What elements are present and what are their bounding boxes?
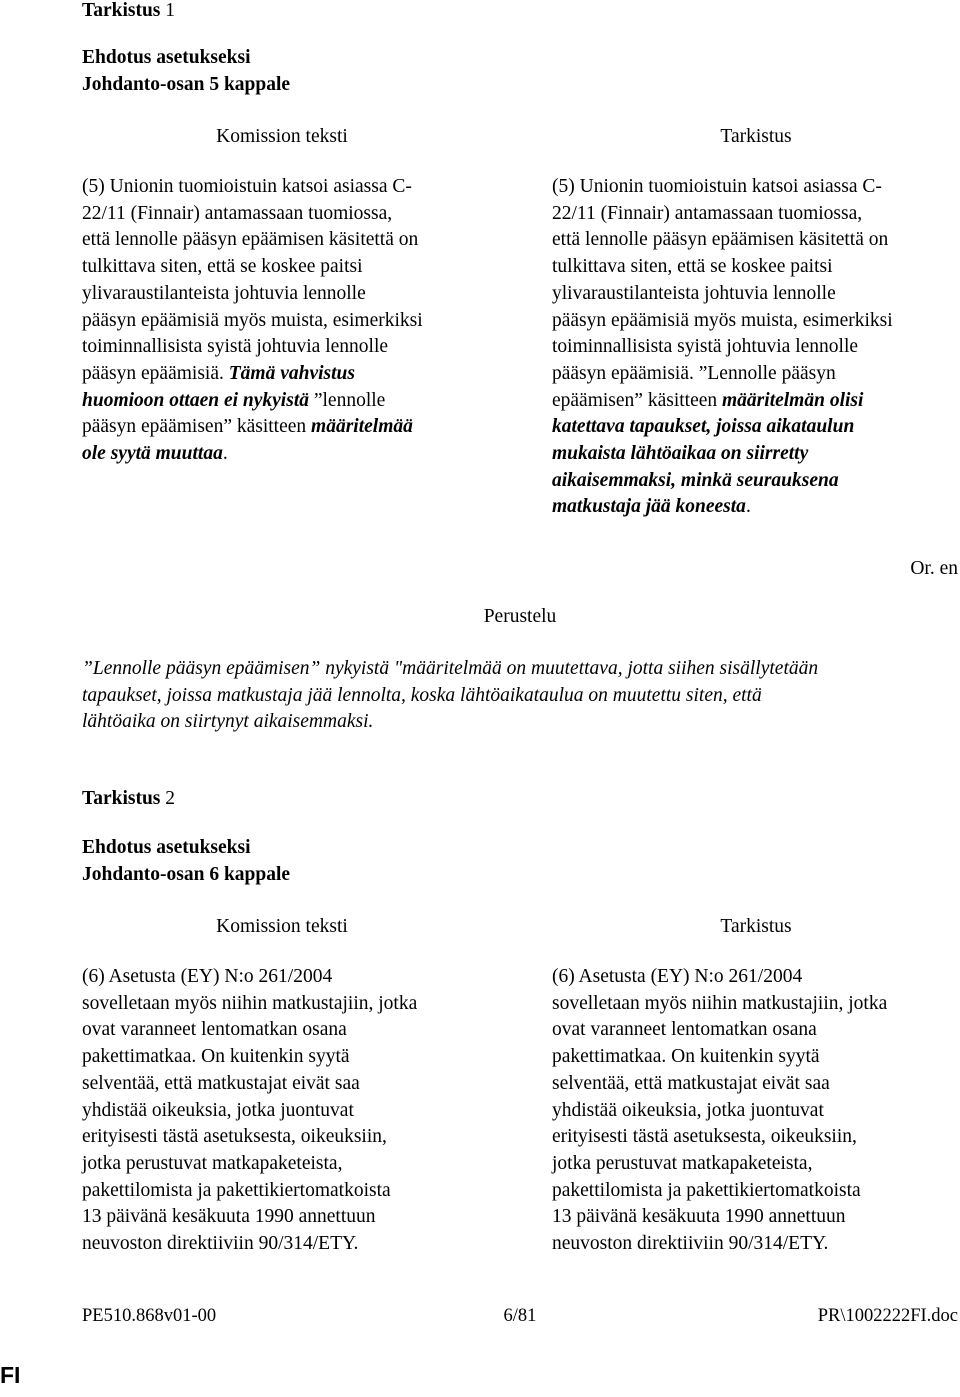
text-line: pakettimatkaa. On kuitenkin syytä (82, 1046, 350, 1068)
amendment-heading: Tarkistus (720, 126, 792, 147)
text-line (552, 494, 960, 521)
commission-text-column (82, 964, 502, 1258)
amendment-1-title (82, 0, 175, 22)
text-line: pääsyn epäämisiä myös muista, esimerkiksi (82, 309, 423, 331)
recital-heading: Johdanto-osan 5 kappale (82, 74, 291, 95)
language-code: FI (0, 1362, 21, 1388)
commission-text-heading: Komission teksti (216, 126, 348, 147)
text-line: ovat varanneet lentomatkan osana (552, 1019, 817, 1041)
text-line: että lennolle pääsyn epäämisen käsitettä on (82, 229, 419, 251)
commission-text-column (82, 174, 502, 468)
text-run: pääsyn epäämisiä. (82, 362, 229, 384)
text-line: pakettimatkaa. On kuitenkin syytä (552, 1046, 820, 1068)
footer-page-number: 6/81 (503, 1306, 537, 1326)
deleted-text: huomioon ottaen ei nykyistä (82, 389, 309, 411)
text-line: lähtöaika on siirtynyt aikaisemmaksi. (82, 711, 374, 733)
text-line (82, 361, 502, 388)
text-line: toiminnallisista syistä johtuvia lennolle (82, 336, 389, 358)
text-line: yhdistää oikeuksia, jotka juontuvat (552, 1099, 824, 1121)
text-run: . (745, 496, 751, 518)
text-line: tapaukset, joissa matkustaja jää lennolta, koska lähtöaikataulua on muutettu siten, että (82, 684, 762, 706)
text-line: että lennolle pääsyn epäämisen käsitettä on (552, 229, 889, 251)
amendment-number: 1 (165, 0, 176, 21)
text-line: pakettilomista ja pakettikiertomatkoista (552, 1179, 861, 1201)
proposal-heading: Ehdotus asetukseksi (82, 47, 251, 68)
text-line: neuvoston direktiiviin 90/314/ETY. (552, 1233, 829, 1255)
amendment-heading: Tarkistus (720, 916, 792, 937)
amendment-text-column (552, 174, 960, 521)
text-line (82, 441, 502, 468)
text-line: sovelletaan myös niihin matkustajiin, jotka (552, 992, 888, 1014)
proposal-heading: Ehdotus asetukseksi (82, 837, 251, 858)
text-line: jotka perustuvat matkapaketeista, (552, 1152, 813, 1174)
text-line: (6) Asetusta (EY) N:o 261/2004 (552, 966, 803, 987)
text-line: ylivaraustilanteista johtuvia lennolle (552, 282, 836, 304)
text-line: selventää, että matkustajat eivät saa (552, 1072, 830, 1094)
amendment-label: Tarkistus (82, 0, 161, 21)
amendment-text-column (552, 964, 960, 1258)
inserted-text: määritelmän olisi (722, 389, 864, 411)
deleted-text: määritelmää (311, 416, 413, 438)
text-line: selventää, että matkustajat eivät saa (82, 1072, 360, 1094)
text-line: ”Lennolle pääsyn epäämisen” nykyistä "määritelmää on muutettava, jotta siihen sisällytetään (82, 658, 819, 679)
deleted-text: Tämä vahvistus (228, 362, 355, 384)
text-line: ovat varanneet lentomatkan osana (82, 1019, 347, 1041)
text-line: yhdistää oikeuksia, jotka juontuvat (82, 1099, 354, 1121)
recital-heading: Johdanto-osan 6 kappale (82, 864, 291, 885)
text-line: 13 päivänä kesäkuuta 1990 annettuun (82, 1206, 376, 1228)
text-line: 22/11 (Finnair) antamassaan tuomiossa, (552, 202, 863, 224)
amendment-2-title (82, 788, 175, 810)
text-line: jotka perustuvat matkapaketeista, (82, 1152, 343, 1174)
justification-heading: Perustelu (483, 606, 557, 627)
text-line: ylivaraustilanteista johtuvia lennolle (82, 282, 366, 304)
text-line (82, 388, 502, 415)
commission-text-heading: Komission teksti (216, 916, 348, 937)
text-line: pääsyn epäämisiä. ”Lennolle pääsyn (552, 362, 836, 384)
text-line: toiminnallisista syistä johtuvia lennolle (552, 336, 859, 358)
text-run: ”lennolle (308, 389, 386, 411)
original-language: Or. en (910, 558, 958, 579)
footer-doc-ref: PE510.868v01-00 (82, 1306, 217, 1326)
text-line: (5) Unionin tuomioistuin katsoi asiassa C- (82, 176, 412, 197)
inserted-text-line: katettava tapaukset, joissa aikataulun (552, 416, 855, 438)
footer-file-name: PR\1002222FI.doc (817, 1306, 958, 1326)
text-line: erityisesti tästä asetuksesta, oikeuksiin, (82, 1126, 387, 1148)
text-line: tulkittava siten, että se koskee paitsi (82, 256, 363, 278)
text-line: 22/11 (Finnair) antamassaan tuomiossa, (82, 202, 393, 224)
amendment-label: Tarkistus (82, 788, 161, 809)
text-run: pääsyn epäämisen” käsitteen (82, 416, 312, 438)
text-line: sovelletaan myös niihin matkustajiin, jotka (82, 992, 418, 1014)
justification-text (82, 656, 818, 736)
text-line: tulkittava siten, että se koskee paitsi (552, 256, 833, 278)
inserted-text-line: aikaisemmaksi, minkä seurauksena (552, 469, 839, 491)
text-line: (6) Asetusta (EY) N:o 261/2004 (82, 966, 333, 987)
deleted-text: ole syytä muuttaa (82, 443, 223, 465)
text-line (82, 414, 502, 441)
amendment-number: 2 (165, 788, 176, 809)
text-line: neuvoston direktiiviin 90/314/ETY. (82, 1233, 359, 1255)
text-line: pääsyn epäämisiä myös muista, esimerkiksi (552, 309, 893, 331)
text-line (552, 388, 960, 415)
inserted-text: matkustaja jää koneesta (552, 496, 746, 518)
inserted-text-line: mukaista lähtöaikaa on siirretty (552, 443, 809, 465)
text-line: pakettilomista ja pakettikiertomatkoista (82, 1179, 391, 1201)
text-line: (5) Unionin tuomioistuin katsoi asiassa C- (552, 176, 882, 197)
text-run: epäämisen” käsitteen (552, 389, 723, 411)
text-run: . (222, 443, 228, 465)
text-line: 13 päivänä kesäkuuta 1990 annettuun (552, 1206, 846, 1228)
text-line: erityisesti tästä asetuksesta, oikeuksiin, (552, 1126, 857, 1148)
